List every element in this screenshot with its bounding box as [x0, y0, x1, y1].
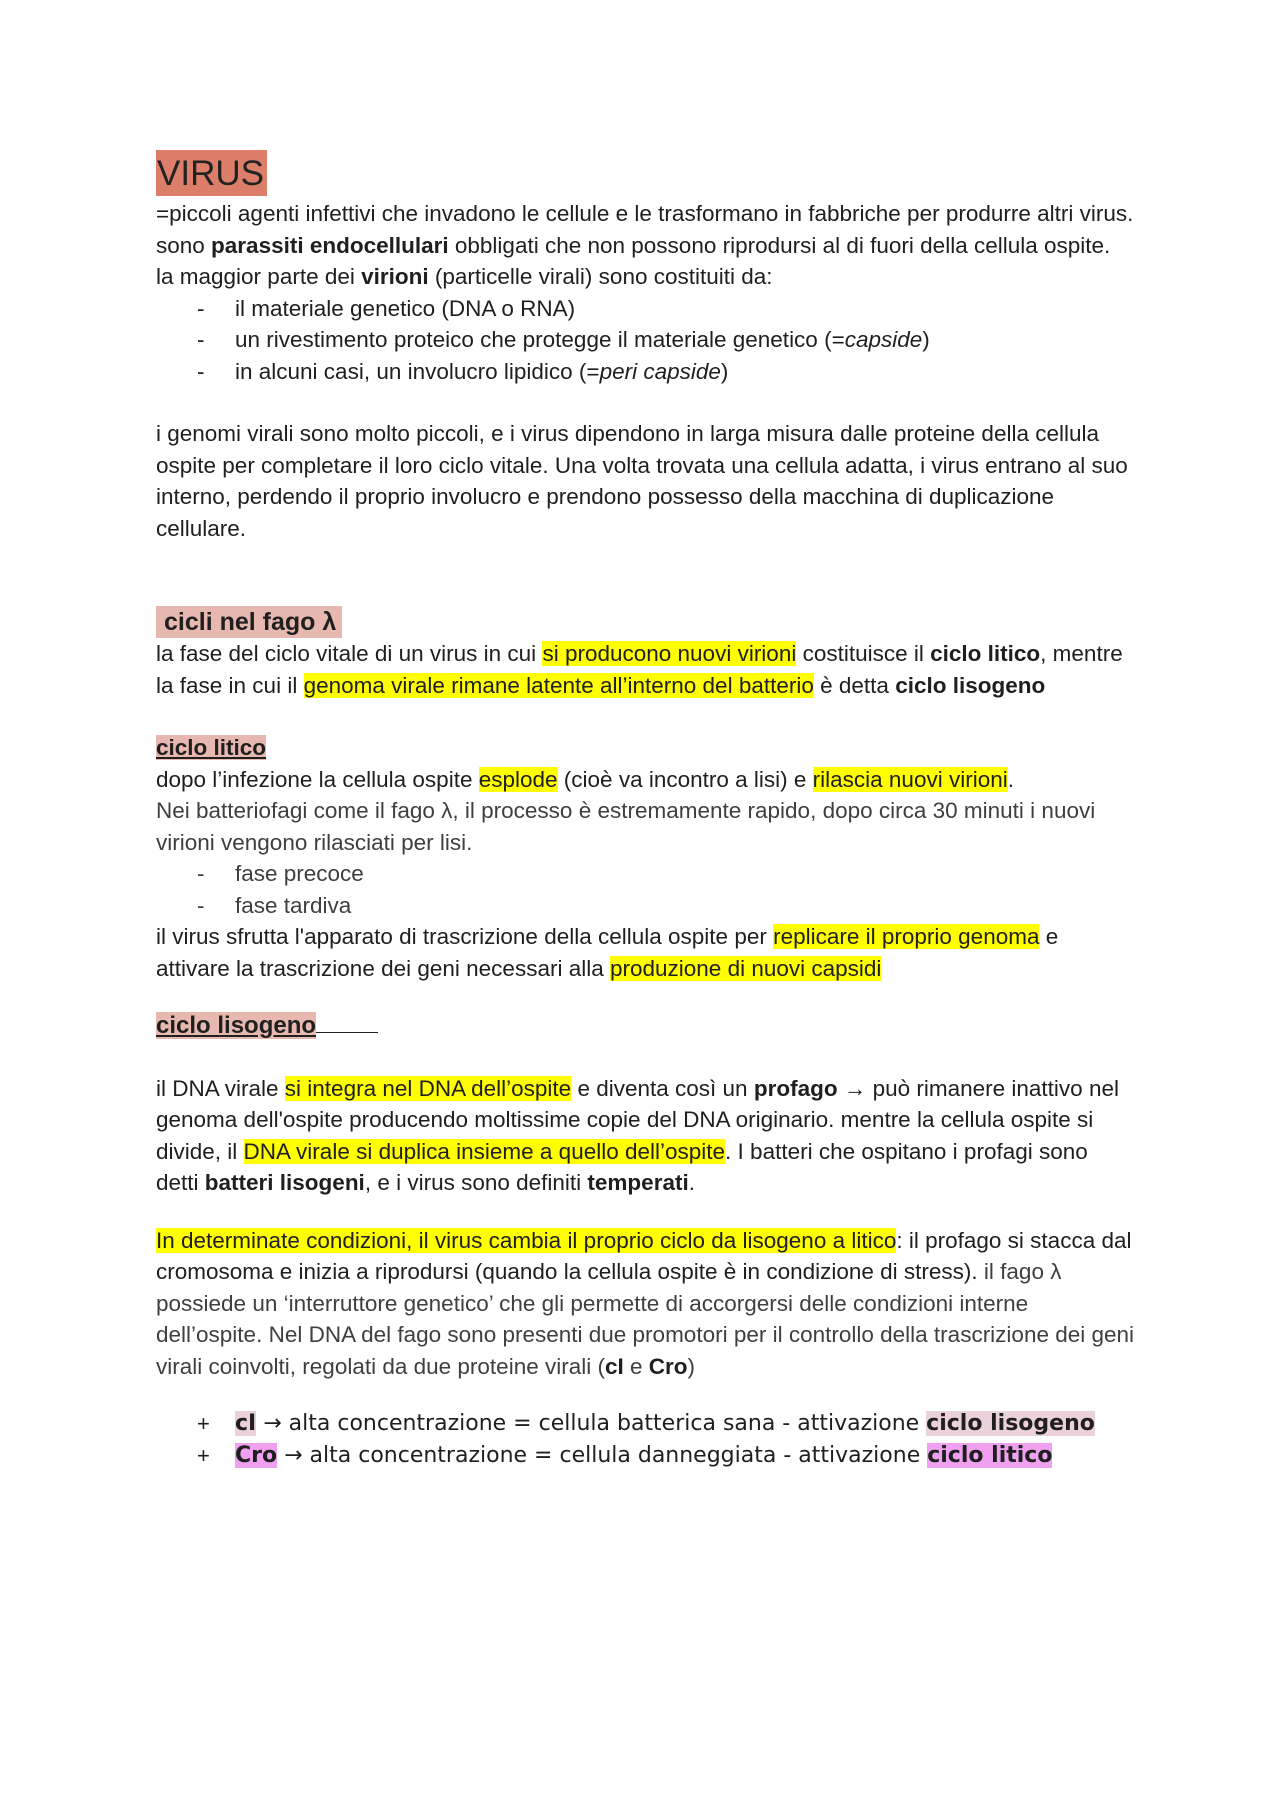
- highlight: In determinate condizioni, il virus cambia il proprio ciclo da lisogeno a litico: [156, 1227, 897, 1253]
- highlight: esplode: [478, 766, 558, 792]
- components-list: [156, 293, 1136, 388]
- lisogeno-paragraph: [156, 1073, 1136, 1199]
- text: la fase del ciclo vitale di un virus in cui: [156, 641, 543, 666]
- text: il fago λ possiede un ‘interruttore genetico’ che gli permette di accorgersi delle condizioni interne dell’ospite. Nel DNA del fago sono presenti due promotori per il controllo della trascrizione dei geni virali coinvolti, regolati da due proteine virali (: [156, 1259, 1135, 1379]
- trascrizione-paragraph: [156, 921, 1136, 984]
- text: → alta concentrazione = cellula batterica sana - attivazione: [256, 1411, 927, 1436]
- highlight: rilascia nuovi virioni: [812, 766, 1008, 792]
- bold-term: cI: [235, 1411, 257, 1436]
- text: ): [720, 358, 729, 384]
- underline-rule: [316, 1010, 378, 1033]
- text: in alcuni casi, un involucro lipidico (=: [235, 358, 600, 384]
- text: : il profago si stacca dal cromosoma e inizia a riprodursi (quando la cellula ospite è in condizione di stress).: [156, 1227, 1132, 1284]
- intro-paragraph: [156, 198, 1136, 261]
- page-title: VIRUS: [156, 150, 267, 196]
- bold-term: Cro: [235, 1443, 278, 1468]
- virioni-paragraph: [156, 261, 1136, 293]
- list-item: [197, 356, 1136, 388]
- bold-term: parassiti endocellulari: [211, 232, 449, 258]
- heading-row: [156, 732, 1136, 764]
- text: il DNA virale: [156, 1075, 285, 1101]
- text: → alta concentrazione = cellula danneggiata - attivazione: [277, 1443, 928, 1468]
- section-heading-lisogeno: ciclo lisogeno: [156, 1012, 317, 1039]
- text: e: [623, 1353, 649, 1379]
- bold-term: profago: [753, 1075, 838, 1101]
- text: ): [922, 327, 930, 352]
- italic-term: peri capside: [599, 358, 721, 384]
- text: è detta: [813, 672, 896, 698]
- text: .: [1007, 766, 1014, 792]
- section-heading-cicli: cicli nel fago λ: [156, 606, 342, 638]
- text: costituisce il: [796, 641, 931, 666]
- section-heading-litico: ciclo litico: [156, 735, 267, 760]
- text: un rivestimento proteico che protegge il materiale genetico (=: [235, 327, 845, 352]
- text: =piccoli agenti infettivi che invadono le cellule e le trasformano in fabbriche per produrre altri virus. sono: [156, 201, 1134, 258]
- text: dopo l’infezione la cellula ospite: [156, 766, 479, 792]
- list-item: [197, 324, 1136, 356]
- text: .: [688, 1170, 695, 1195]
- highlight: replicare il proprio genoma: [773, 924, 1040, 949]
- text: (particelle virali) sono costituiti da:: [428, 264, 773, 289]
- text: obbligati che non possono riprodursi al di fuori della cellula ospite.: [448, 232, 1111, 258]
- text: e attivare la trascrizione dei geni necessari alla: [156, 924, 1059, 981]
- highlight: si producono nuovi virioni: [542, 641, 797, 666]
- text: il virus sfrutta l'apparato di trascrizione della cellula ospite per: [156, 924, 774, 949]
- list-item: [197, 1440, 1136, 1472]
- litico-paragraph: [156, 764, 1136, 796]
- highlight: DNA virale si duplica insieme a quello dell’ospite: [243, 1138, 726, 1164]
- list-item: [197, 293, 1136, 325]
- highlight: genoma virale rimane latente all’interno del batterio: [303, 672, 814, 698]
- list-item: [197, 1408, 1136, 1440]
- text: il materiale genetico (DNA o RNA): [235, 295, 576, 321]
- text: (cioè va incontro a lisi) e: [557, 766, 813, 792]
- italic-term: capside: [844, 327, 923, 352]
- phases-list: [156, 858, 1136, 921]
- text: e diventa così un: [571, 1075, 754, 1101]
- cicli-paragraph: [156, 638, 1136, 701]
- list-item: - fase precoce: [197, 858, 1136, 890]
- text: ): [687, 1353, 696, 1379]
- text: → può rimanere inattivo nel genoma dell'ospite producendo moltissime copie del DNA originario. mentre la cellula ospite si divide, il: [156, 1075, 1119, 1164]
- text: , e i virus sono definiti: [364, 1170, 588, 1195]
- genomi-paragraph: i genomi virali sono molto piccoli, e i virus dipendono in larga misura dalle proteine della cellula ospite per completare il loro ciclo vitale. Una volta trovata una cellula adatta, i virus entrano al suo interno, perdendo il proprio involucro e prendono possesso della macchina di duplicazione cellulare.: [156, 421, 1128, 541]
- batteriofagi-paragraph: Nei batteriofagi come il fago λ, il processo è estremamente rapido, dopo circa 30 minuti i nuovi virioni vengono rilasciati per lisi.: [156, 798, 1096, 855]
- bold-term: cI: [604, 1353, 624, 1379]
- condizioni-paragraph: [156, 1225, 1136, 1383]
- proteins-list: [156, 1408, 1136, 1472]
- text: la maggior parte dei: [156, 264, 362, 289]
- list-item: - fase tardiva: [197, 890, 1136, 922]
- highlight: produzione di nuovi capsidi: [609, 955, 882, 981]
- bold-term: ciclo lisogeno: [926, 1411, 1095, 1436]
- bold-term: virioni: [361, 264, 429, 289]
- bold-term: ciclo lisogeno: [895, 672, 1046, 698]
- document-page: [156, 150, 1136, 1472]
- bold-term: ciclo litico: [930, 641, 1041, 666]
- heading-row: [156, 1010, 1136, 1042]
- bold-term: batteri lisogeni: [204, 1170, 365, 1195]
- text: . I batteri che ospitano i profagi sono detti: [156, 1138, 1088, 1195]
- bold-term: ciclo litico: [927, 1443, 1053, 1468]
- bold-term: temperati: [587, 1170, 689, 1195]
- highlight: si integra nel DNA dell’ospite: [284, 1075, 572, 1101]
- text: , mentre la fase in cui il: [156, 641, 1123, 698]
- bold-term: Cro: [648, 1353, 688, 1379]
